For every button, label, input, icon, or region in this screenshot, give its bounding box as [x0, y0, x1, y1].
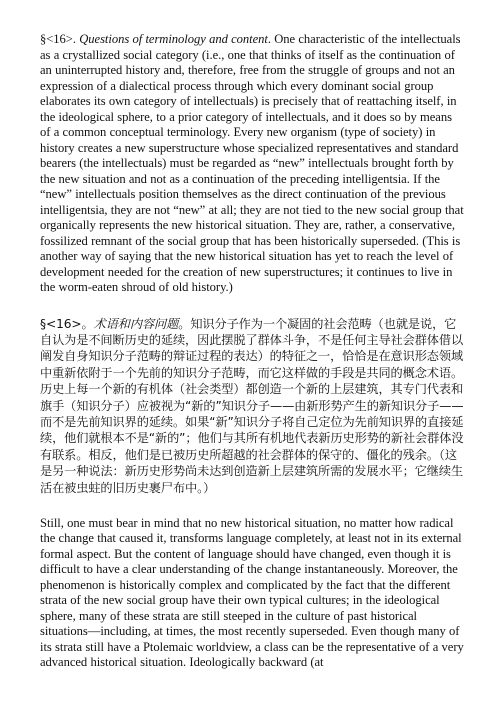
section-title: Questions of terminology and content — [79, 32, 268, 46]
paragraph-english-continuation — [40, 516, 465, 671]
paragraph-body: . One characteristic of the intellectuals as a crystallized social category (i.e., one that thinks of itself as the continuation of an uninterrupted history and, therefore, free from the struggle of groups and not an expression of a dialectical process through which every dominant social group elaborates its own category of intellectuals) is precisely that of reattaching itself, in the ideological sphere, to a prior category of intellectuals, and it does so by means of a common conceptual terminology. Every new organism (type of society) in history creates a new superstructure whose specialized representatives and standard bearers (the intellectuals) must be regarded as “new” intellectuals brought forth by the new situation and not as a continuation of the preceding intelligentsia. If the “new” intellectuals position themselves as the direct continuation of the previous intelligentsia, they are not “new” at all; they are not tied to the new social group that organically represents the new historical situation. They are, rather, a conservative, fossilized remnant of the social group that has been historically superseded. (This is another way of saying that the new historical situation has yet to reach the level of development needed for the creation of new superstructures; it continues to live in the worm-eaten shroud of old history.) — [40, 32, 464, 294]
section-title-zh: 术语和内容问题 — [93, 316, 179, 331]
paragraph-body-zh: 。知识分子作为一个凝固的社会范畴（也就是说，它自认为是不间断历史的延续，因此摆脱了群体斗争，不是任何主导社会群体借以阐发自身知识分子范畴的辩证过程的表达）的特征之一，恰恰是在意识形态领域中重新依附于一个先前的知识分子范畴，而它这样做的手段是共同的概念术语。历史上每一个新的有机体（社会类型）都创造一个新的上层建筑，其专门代表和旗手（知识分子）应被视为“新的”知识分子——由新形势产生的新知识分子——而不是先前知识界的延续。如果“新”知识分子将自己定位为先前知识界的直接延续，他们就根本不是“新的”；他们与其所有机地代表新历史形势的新社会群体没有联系。相反，他们是已被历史所超越的社会群体的保守的、僵化的残余。（这是另一种说法：新历史形势尚未达到创造新上层建筑所需的发展水平；它继续生活在被虫蛀的旧历史裹尸布中。） — [40, 316, 464, 495]
paragraph-english-section-16 — [40, 32, 465, 296]
section-marker-zh: §<16>。 — [40, 316, 94, 331]
section-marker: §<16>. — [40, 32, 80, 46]
paragraph-body-2: Still, one must bear in mind that no new historical situation, no matter how radical the change that caused it, transforms language completely, at least not in its external formal aspect. But the content of language should have changed, even though it is difficult to have a clear understanding of the change instantaneously. Moreover, the phenomenon is historically complex and complicated by the fact that the different strata of the new social group have their own typical cultures; in the ideological sphere, many of these strata are still steeped in the culture of past historical situations—including, at times, the most recently superseded. Even though many of its strata still have a Ptolemaic worldview, a class can be the representative of a very advanced historical situation. Ideologically backward (at — [40, 515, 464, 670]
paragraph-chinese-section-16 — [40, 316, 465, 496]
